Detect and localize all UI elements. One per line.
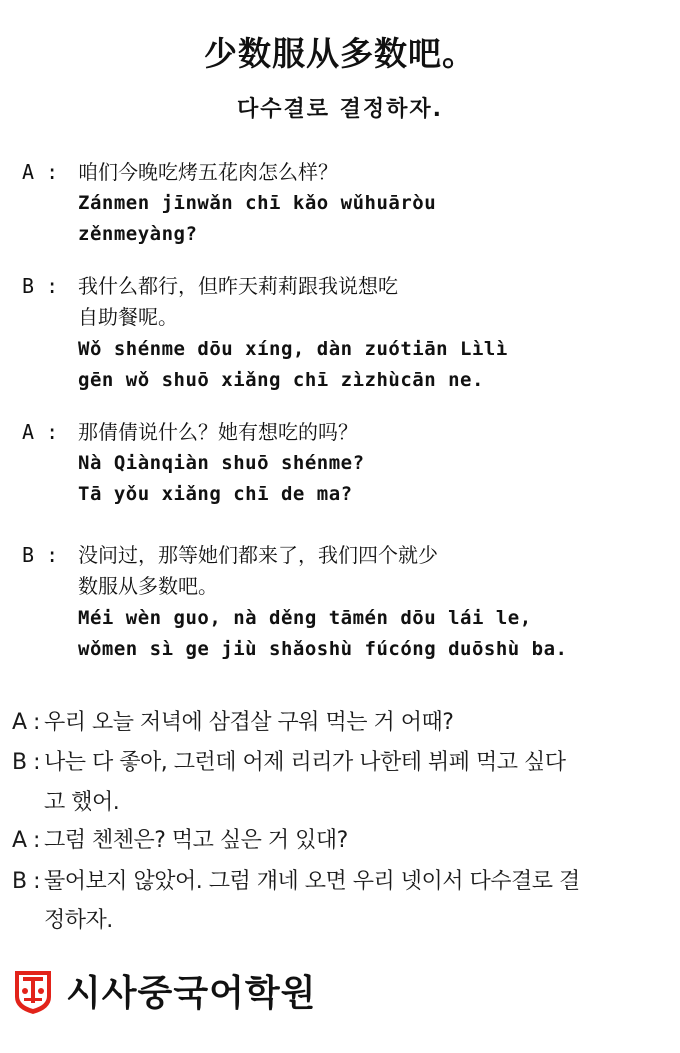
speaker-label: B : (22, 274, 59, 298)
translation-line: 물어보지 않았어. 그럼 걔네 오면 우리 넷이서 다수결로 결 (44, 869, 580, 894)
pinyin-line: zěnmeyàng? (78, 223, 198, 245)
chinese-line: 没问过，那等她们都来了，我们四个就少 (78, 543, 438, 567)
chinese-line: 我什么都行，但昨天莉莉跟我说想吃 (78, 274, 398, 298)
speaker-label: A : (22, 160, 59, 184)
translation-line: 나는 다 좋아, 그런데 어제 리리가 나한테 뷔페 먹고 싶다 (44, 750, 566, 775)
pinyin-line: Nà Qiànqiàn shuō shénme? (78, 452, 365, 474)
chinese-line: 那倩倩说什么？她有想吃的吗？ (78, 420, 358, 444)
speaker-label: B : (22, 543, 59, 567)
pinyin-line: Tā yǒu xiǎng chī de ma? (78, 483, 353, 505)
pinyin-line: Zánmen jīnwǎn chī kǎo wǔhuāròu (78, 192, 437, 214)
title-korean: 다수결로 결정하자. (236, 97, 444, 122)
pinyin-line: Wǒ shénme dōu xíng, dàn zuótiān Lìlì (78, 338, 508, 360)
translation-speaker: A : (12, 828, 40, 853)
pinyin-line: wǒmen sì ge jiù shǎoshù fúcóng duōshù ba. (78, 638, 568, 660)
translation-speaker: B : (12, 750, 40, 775)
pinyin-line: gēn wǒ shuō xiǎng chī zìzhùcān ne. (78, 369, 484, 391)
chinese-line: 数服从多数吧。 (78, 574, 218, 598)
translation-line: 우리 오늘 저녁에 삼겹살 구워 먹는 거 어때? (44, 710, 454, 735)
translation-speaker: B : (12, 869, 40, 894)
brand-logo (12, 965, 316, 1016)
pinyin-line: Méi wèn guo, nà děng tāmén dōu lái le, (78, 607, 532, 629)
chinese-line: 自助餐呢。 (78, 305, 178, 329)
chinese-line: 咱们今晚吃烤五花肉怎么样？ (78, 160, 338, 184)
translation-line: 그럼 첸첸은? 먹고 싶은 거 있대? (44, 828, 348, 853)
translation-line: 정하자. (44, 908, 113, 933)
title-chinese: 少数服从多数吧。 (204, 34, 476, 73)
sisa-logo-icon (12, 967, 54, 1015)
translation-speaker: A : (12, 710, 40, 735)
speaker-label: A : (22, 420, 59, 444)
translation-line: 고 했어. (44, 790, 120, 815)
brand-name: 시사중국어학원 (66, 973, 317, 1014)
